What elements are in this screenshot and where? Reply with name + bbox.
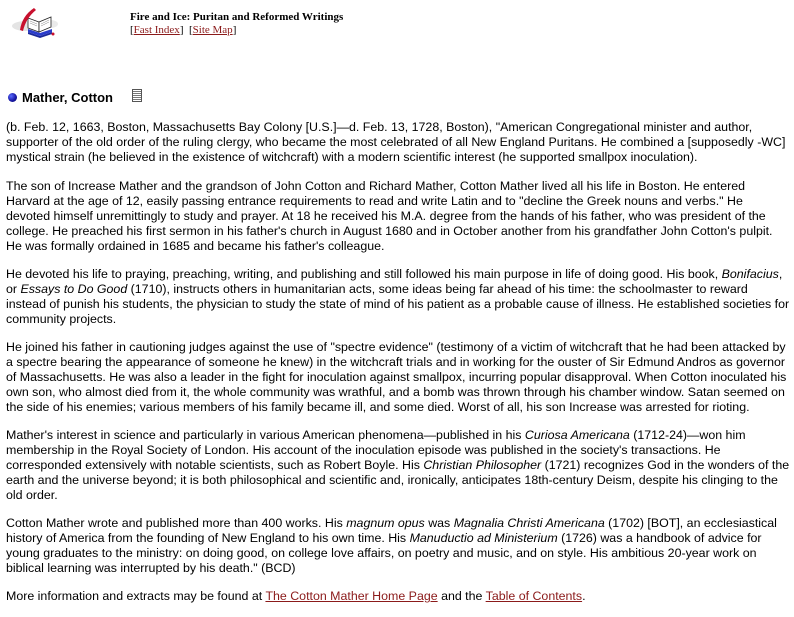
book-quill-logo-icon bbox=[6, 4, 62, 40]
paragraph-early-life: The son of Increase Mather and the grandson of John Cotton and Richard Mather, Cotton Mather lived all his life in Boston. He entered Harvard at the age of 12, easily passing entrance requirements to read and write Latin and to "decline the Greek nouns and verbs." He devoted himself unremittingly to study and prayer. At 18 he received his M.A. degree from the hands of his father, who was president of the college. He preached his first sermon in his father's church in August 1680 and in October another from his grandfather John Cotton's pulpit. He was formally ordained in 1685 and became his father's colleague. bbox=[6, 179, 773, 253]
book-title-magnalia: Magnalia Christi Americana bbox=[453, 516, 605, 530]
paragraph-works: Cotton Mather wrote and published more than 400 works. His magnum opus was Magnalia Christi Americana (1702) [BOT], an ecclesiastical history of America from the founding of New England to his own time. His Manuductio ad Ministerium (1726) was a handbook of advice for young graduates to the ministry: on doing good, on college love affairs, on poetry and music, and on style. His ambitious 20-year work on biblical learning was interrupted by his death." (BCD) bbox=[6, 516, 777, 575]
site-nav-links: [Fast Index] [Site Map] bbox=[130, 24, 237, 36]
paragraph-more-info: More information and extracts may be found at The Cotton Mather Home Page and the Table of Contents. bbox=[6, 589, 586, 603]
site-title-block bbox=[130, 11, 343, 37]
site-header bbox=[0, 0, 794, 50]
term-magnum-opus: magnum opus bbox=[346, 516, 425, 530]
paragraph-birth-death: (b. Feb. 12, 1663, Boston, Massachusetts Bay Colony [U.S.]—d. Feb. 13, 1728, Boston), "American Congregational minister and author, supporter of the old order of the ruling clergy, who became the most celebrated of all New England Puritans. He combined a [supposedly -WC] mystical strain (he believed in the existence of witchcraft) with a modern scientific interest (he supported smallpox inoculation). bbox=[6, 120, 786, 164]
paragraph-doing-good: He devoted his life to praying, preaching, writing, and publishing and still followed his main purpose in life of doing good. His book, Bonifacius, or Essays to Do Good (1710), instructs others in humanitarian acts, some ideas being far ahead of his time: the schoolmaster to reward instead of punish his students, the physician to study the state of mind of his patient as a probable cause of illness. He established societies for community projects. bbox=[6, 267, 790, 326]
document-icon[interactable] bbox=[132, 89, 142, 102]
book-title-christian-philosopher: Christian Philosopher bbox=[423, 458, 542, 472]
site-title: Fire and Ice: Puritan and Reformed Writings bbox=[130, 11, 344, 23]
book-title-curiosa-americana: Curiosa Americana bbox=[524, 428, 630, 442]
cotton-mather-home-page-link[interactable]: The Cotton Mather Home Page bbox=[265, 589, 438, 603]
table-of-contents-link[interactable]: Table of Contents bbox=[485, 589, 583, 603]
book-title-manuductio: Manuductio ad Ministerium bbox=[409, 531, 558, 545]
book-title-essays-to-do-good: Essays to Do Good bbox=[20, 282, 128, 296]
article-body bbox=[6, 120, 790, 617]
paragraph-science: Mather's interest in science and particularly in various American phenomena—published in his Curiosa Americana (1712-24)—won him membership in the Royal Society of London. His account of the inoculation episode was published in the society's transactions. He corresponded extensively with notable scientists, such as Robert Boyle. His Christian Philosopher (1721) recognizes God in the wonders of the earth and the universe beyond; it is both philosophical and scientific and, ironically, anticipates 18th-century Deism, despite his clinging to the old order. bbox=[6, 428, 790, 502]
site-map-link[interactable]: Site Map bbox=[192, 24, 233, 36]
paragraph-witchcraft-trials: He joined his father in cautioning judges against the use of "spectre evidence" (testimony of a victim of witchcraft that he had been attacked by a spectre bearing the appearance of someone he knew) in the witchcraft trials and in working for the ouster of Sir Edmund Andros as governor of Massachusetts. He was also a leader in the fight for inoculation against smallpox, incurring popular disapproval. When Cotton inoculated his own son, who almost died from it, the whole community was wrathful, and a bomb was thrown through his chamber window. Satan seemed on the side of his enemies; various members of his family became ill, and some died. Worst of all, his son Increase was arrested for rioting. bbox=[6, 340, 787, 414]
entry-title: Mather, Cotton bbox=[22, 89, 113, 105]
fast-index-link[interactable]: Fast Index bbox=[133, 24, 180, 36]
blue-bullet-icon bbox=[8, 93, 17, 102]
entry-heading bbox=[8, 89, 142, 105]
book-title-bonifacius: Bonifacius bbox=[721, 267, 779, 281]
